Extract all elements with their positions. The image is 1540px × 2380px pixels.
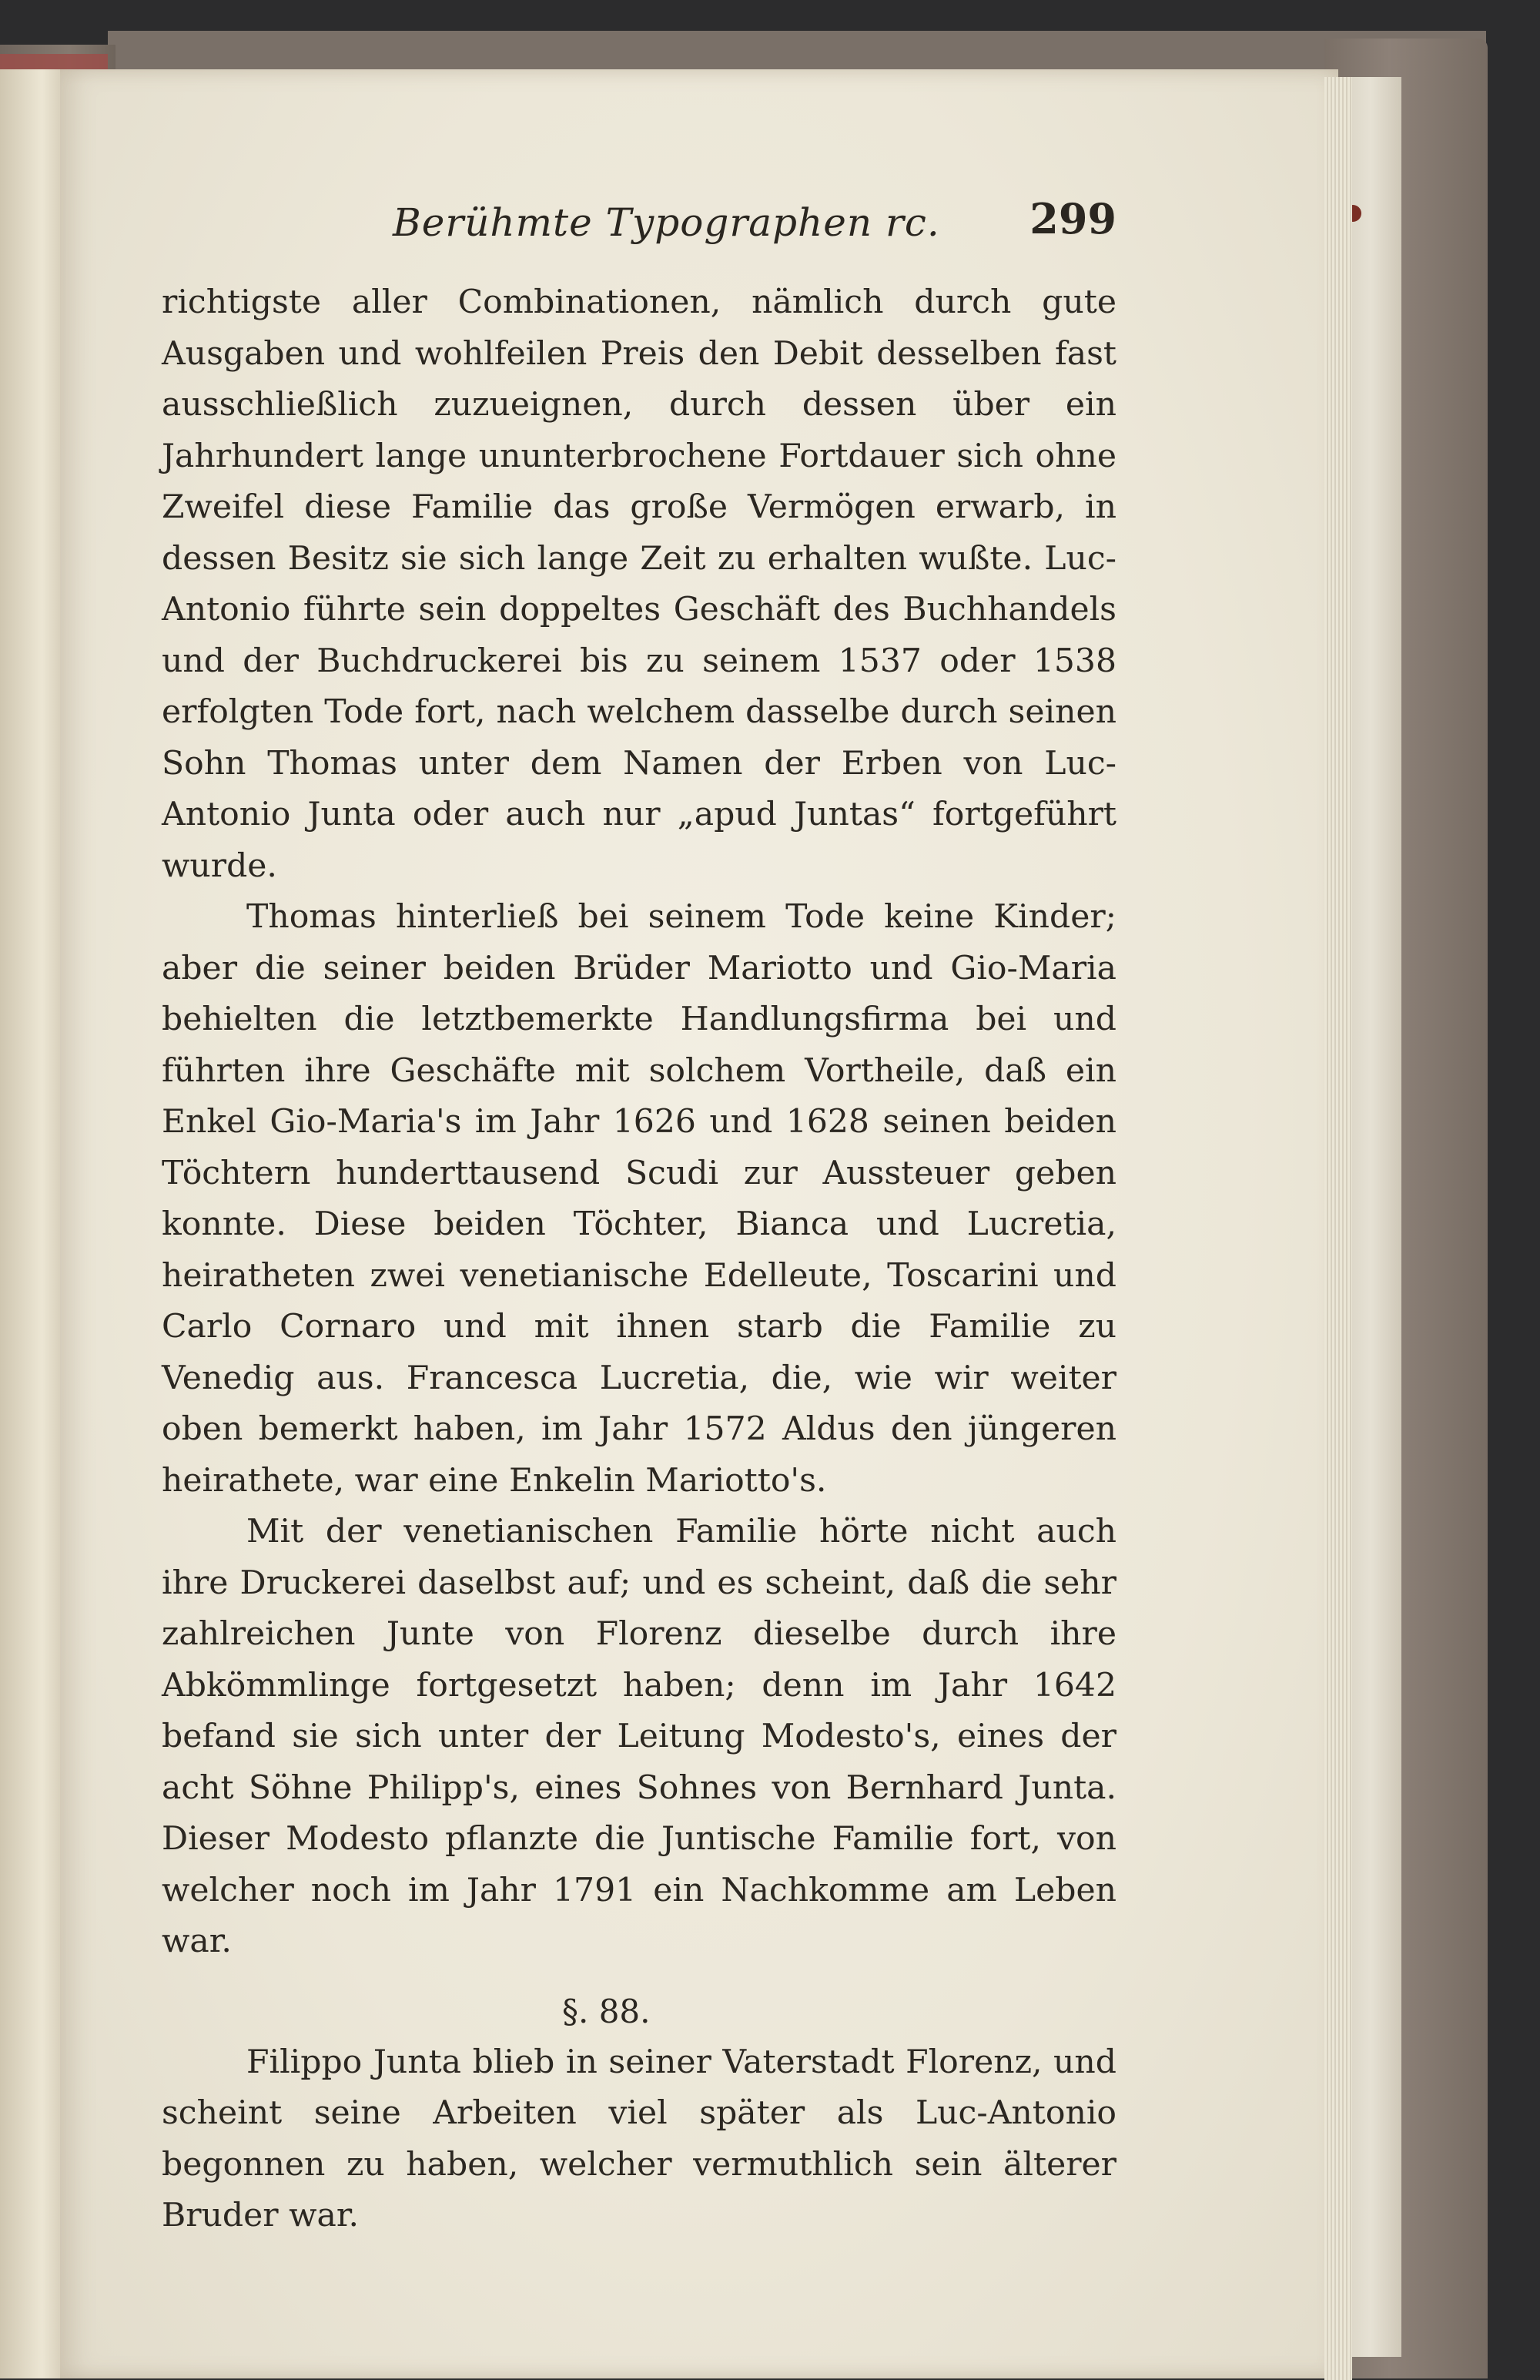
page-block-edges: [1324, 77, 1352, 2380]
running-title: Berühmte Typographen rc.: [393, 200, 940, 245]
paragraph-3: Mit der venetianischen Familie hörte nicht auch ihre Druckerei daselbst auf; und es scheint, daß die sehr zahlreichen Junte von Florenz dieselbe durch ihre Abkömmlinge fortgesetzt haben; denn im Jahr 1642 befand sie sich unter der Leitung Modesto's, eines der acht Söhne Philipp's, eines Sohnes von Bernhard Junta. Dieser Modesto pflanzte die Juntische Familie fort, von welcher noch im Jahr 1791 ein Nachkomme am Leben war.: [162, 1513, 1116, 1960]
page-header: [316, 193, 1116, 262]
section-heading: §. 88.: [562, 1992, 651, 2030]
left-page-edge: [0, 69, 60, 2378]
paragraph-1: richtigste aller Combinationen, nämlich durch gute Ausgaben und wohlfeilen Preis den Debit desselben fast ausschließlich zuzueignen, durch dessen über ein Jahrhundert lange ununterbrochene Fortdauer sich ohne Zweifel diese Familie das große Vermögen erwarb, in dessen Besitz sie sich lange Zeit zu erhalten wußte. Luc-Antonio führte sein doppeltes Geschäft des Buchhandels und der Buchdruckerei bis zu seinem 1537 oder 1538 erfolgten Tode fort, nach welchem dasselbe durch seinen Sohn Thomas unter dem Namen der Erben von Luc-Antonio Junta oder auch nur „apud Juntas“ fortgeführt wurde.: [162, 283, 1116, 885]
section-paragraph: Filippo Junta blieb in seiner Vaterstadt Florenz, und scheint seine Arbeiten viel später als Luc-Antonio begonnen zu haben, welcher vermuthlich sein älterer Bruder war.: [162, 2043, 1116, 2234]
paragraph-2: Thomas hinterließ bei seinem Tode keine Kinder; aber die seiner beiden Brüder Mariotto und Gio-Maria behielten die letztbemerkte Handlungsfirma bei und führten ihre Geschäfte mit solchem Vortheile, daß ein Enkel Gio-Maria's im Jahr 1626 und 1628 seinen beiden Töchtern hunderttausend Scudi zur Aussteuer geben konnte. Diese beiden Töchter, Bianca und Lucretia, heiratheten zwei venetianische Edelleute, Toscarini und Carlo Cornaro und mit ihnen starb die Familie zu Venedig aus. Francesca Lucretia, die, wie wir weiter oben bemerkt haben, im Jahr 1572 Aldus den jüngeren heirathete, war eine Enkelin Mariotto's.: [162, 898, 1116, 1500]
page-number: 299: [1029, 194, 1116, 243]
body-text: [162, 277, 1116, 2242]
